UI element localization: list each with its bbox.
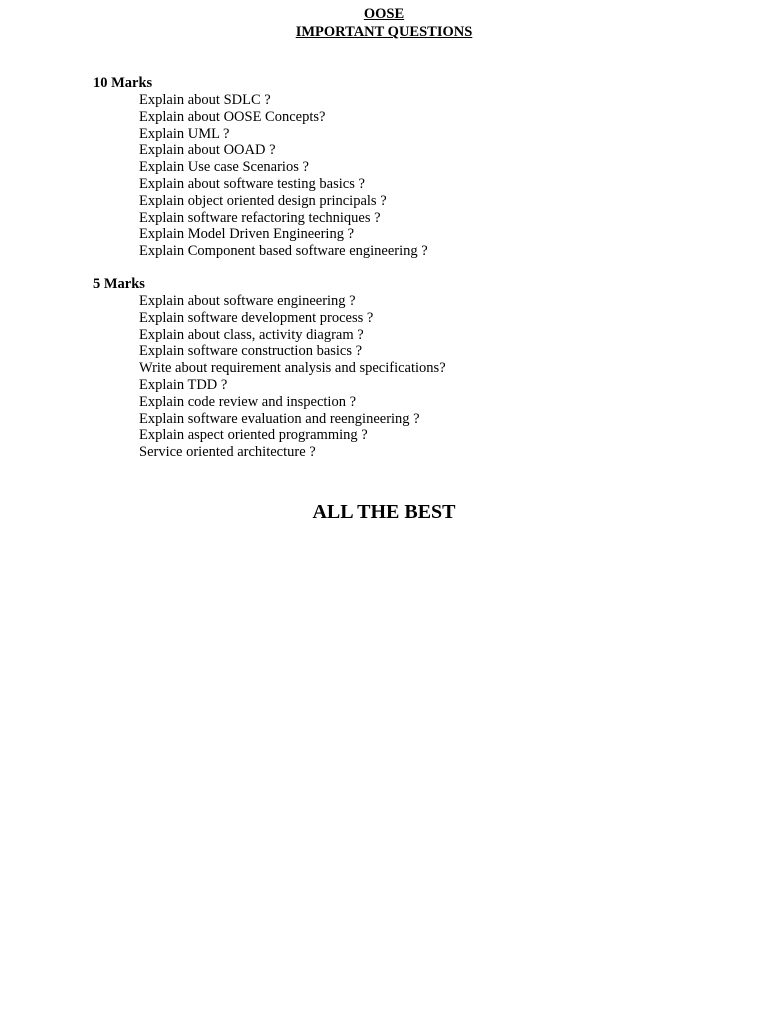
question-text: Explain UML ? [139,125,230,142]
question-text: Explain Component based software engineering ? [139,243,428,260]
closing-message: ALL THE BEST [312,501,456,523]
question-text: Explain software refactoring techniques ? [139,209,381,226]
question-text: Explain about software testing basics ? [139,175,365,192]
question-text: Explain about SDLC ? [139,92,271,108]
question-text: Explain code review and inspection ? [139,393,357,410]
question-text: Explain about OOAD ? [139,142,276,159]
question-text: Explain about class, activity diagram ? [139,326,364,343]
question-text: Explain about OOSE Concepts? [139,108,326,125]
section-heading-10-marks: 10 Marks [93,75,153,91]
question-text: Explain software evaluation and reengineering ? [139,410,420,427]
question-text: Service oriented architecture ? [139,444,316,461]
question-text: Explain aspect oriented programming ? [139,427,368,444]
question-text: Explain software construction basics ? [139,343,363,360]
question-text: Explain Use case Scenarios ? [139,159,309,176]
document-subtitle: IMPORTANT QUESTIONS [295,24,473,40]
section-heading-5-marks: 5 Marks [93,276,145,292]
question-text: Explain about software engineering ? [139,293,356,309]
question-text: Explain TDD ? [139,376,228,393]
question-text: Explain Model Driven Engineering ? [139,226,355,243]
question-text: Explain software development process ? [139,309,374,326]
document-title: OOSE [363,6,405,22]
question-text: Explain object oriented design principals ? [139,192,387,209]
question-text: Write about requirement analysis and specifications? [139,360,446,377]
